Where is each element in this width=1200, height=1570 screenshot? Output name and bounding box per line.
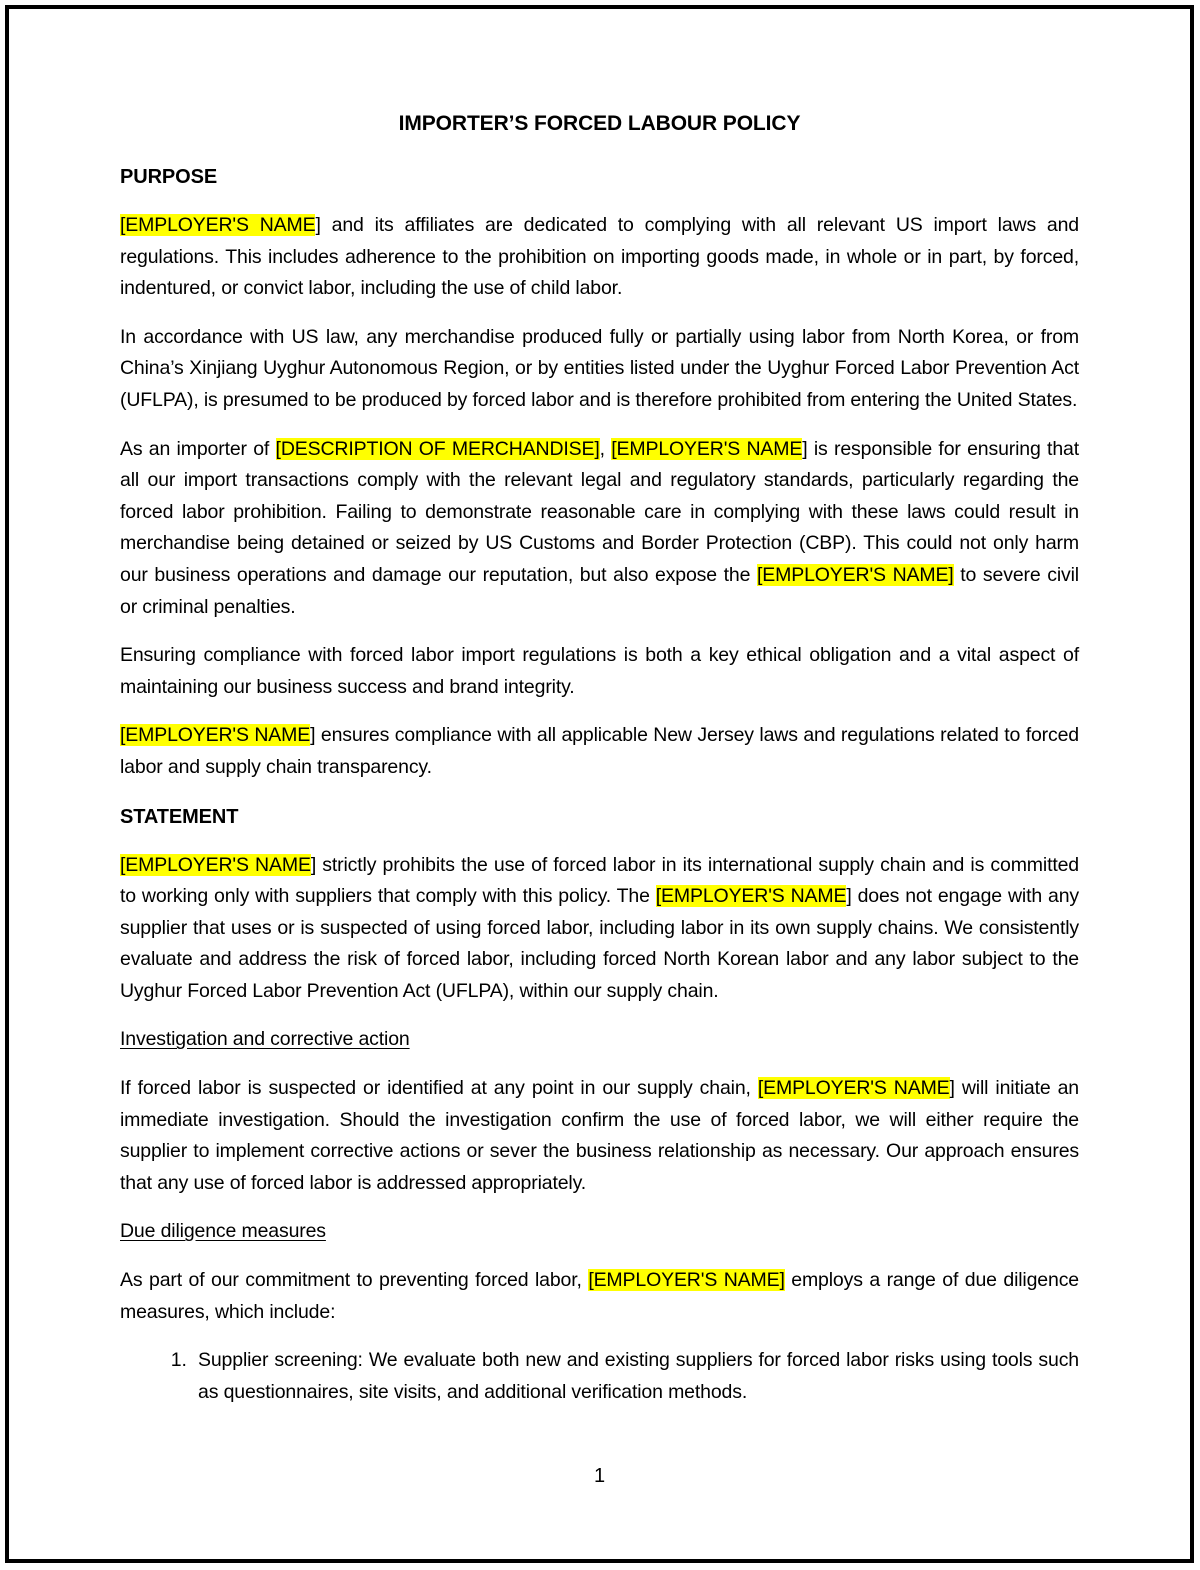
document-content	[9, 9, 1190, 1408]
highlighted-placeholder: [EMPLOYER'S NAME	[120, 214, 316, 236]
text-segment: Ensuring compliance with forced labor import regulations is both a key ethical obligation and a vital aspect of maintaining our business success and brand integrity.	[120, 644, 1079, 698]
highlighted-placeholder: [EMPLOYER'S NAME	[757, 1077, 950, 1100]
text-segment: ] ensures compliance with all applicable New Jersey laws and regulations related to forced labor and supply chain transparency.	[120, 724, 1079, 778]
text-segment: ] will initiate an immediate investigation. Should the investigation confirm the use of forced labor, we will either require the supplier to implement corrective actions or sever the business relationship as necessary. Our approach ensures that any use of forced labor is addressed appropriately.	[120, 1077, 1080, 1194]
subsection-heading	[120, 1024, 1079, 1056]
text-segment: ,	[599, 437, 612, 460]
highlighted-placeholder: [DESCRIPTION OF MERCHANDISE]	[275, 437, 600, 460]
text-segment: ] does not engage with any supplier that uses or is suspected of using forced labor, including labor in its own supply chains. We consistently evaluate and address the risk of forced labor, including forced North Korean labor and any labor subject to the Uyghur Forced Labor Prevention Act (UFLPA), within our supply chain.	[120, 885, 1079, 1002]
text-segment: Supplier screening: We evaluate both new and existing suppliers for forced labor risks using tools such as questionnaires, site visits, and additional verification methods.	[198, 1349, 1079, 1403]
text-segment: STATEMENT	[120, 805, 239, 828]
page-number: 1	[593, 1465, 606, 1487]
list-item	[192, 1345, 1079, 1408]
paragraph	[120, 1073, 1079, 1199]
paragraph	[120, 720, 1079, 783]
paragraph	[120, 850, 1079, 1008]
text-segment: If forced labor is suspected or identified at any point in our supply chain,	[120, 1077, 758, 1100]
paragraph	[120, 1265, 1079, 1328]
text-segment: PURPOSE	[120, 166, 218, 188]
text-segment: to severe civil or criminal penalties.	[120, 563, 1079, 618]
document-body	[120, 161, 1079, 1408]
highlighted-placeholder: [EMPLOYER'S NAME	[611, 437, 803, 460]
text-segment: Due diligence measures	[120, 1220, 326, 1243]
highlighted-placeholder: [EMPLOYER'S NAME]	[588, 1269, 785, 1292]
document-page-border	[5, 5, 1194, 1563]
highlighted-placeholder: [EMPLOYER'S NAME	[120, 853, 311, 876]
paragraph	[120, 210, 1079, 305]
text-segment: ] strictly prohibits the use of forced labor in its international supply chain and is committed to working only with suppliers that comply with this policy. The	[120, 853, 1079, 908]
paragraph	[120, 640, 1079, 703]
paragraph	[120, 434, 1079, 624]
text-segment: ] and its affiliates are dedicated to complying with all relevant US import laws and regulations. This includes adherence to the prohibition on importing goods made, in whole or in part, by forced, indentured, or convict labor, including the use of child labor.	[120, 214, 1080, 300]
paragraph	[120, 322, 1079, 417]
highlighted-placeholder: [EMPLOYER'S NAME]	[757, 563, 954, 586]
text-segment: As part of our commitment to preventing forced labor,	[120, 1269, 589, 1292]
section-heading	[120, 161, 1079, 193]
numbered-list	[120, 1345, 1079, 1408]
section-heading	[120, 801, 1079, 833]
document-title: IMPORTER’S FORCED LABOUR POLICY	[398, 112, 801, 135]
highlighted-placeholder: [EMPLOYER'S NAME	[120, 724, 311, 747]
text-segment: employs a range of due diligence measures, which include:	[120, 1269, 1079, 1323]
text-segment: As an importer of	[120, 437, 276, 460]
text-segment: In accordance with US law, any merchandise produced fully or partially using labor from North Korea, or from China’s Xinjiang Uyghur Autonomous Region, or by entities listed under the Uyghur Forced Labor Prevention Act (UFLPA), is presumed to be produced by forced labor and is therefore prohibited from entering the United States.	[120, 325, 1079, 411]
highlighted-placeholder: [EMPLOYER'S NAME	[655, 885, 847, 908]
subsection-heading	[120, 1216, 1079, 1248]
text-segment: Investigation and corrective action	[120, 1028, 410, 1051]
text-segment: ] is responsible for ensuring that all our import transactions comply with the relevant legal and regulatory standards, particularly regarding the forced labor prohibition. Failing to demonstrate reasonable care in complying with these laws could result in merchandise being detained or seized by US Customs and Border Protection (CBP). This could not only harm our business operations and damage our reputation, but also expose the	[120, 437, 1079, 586]
